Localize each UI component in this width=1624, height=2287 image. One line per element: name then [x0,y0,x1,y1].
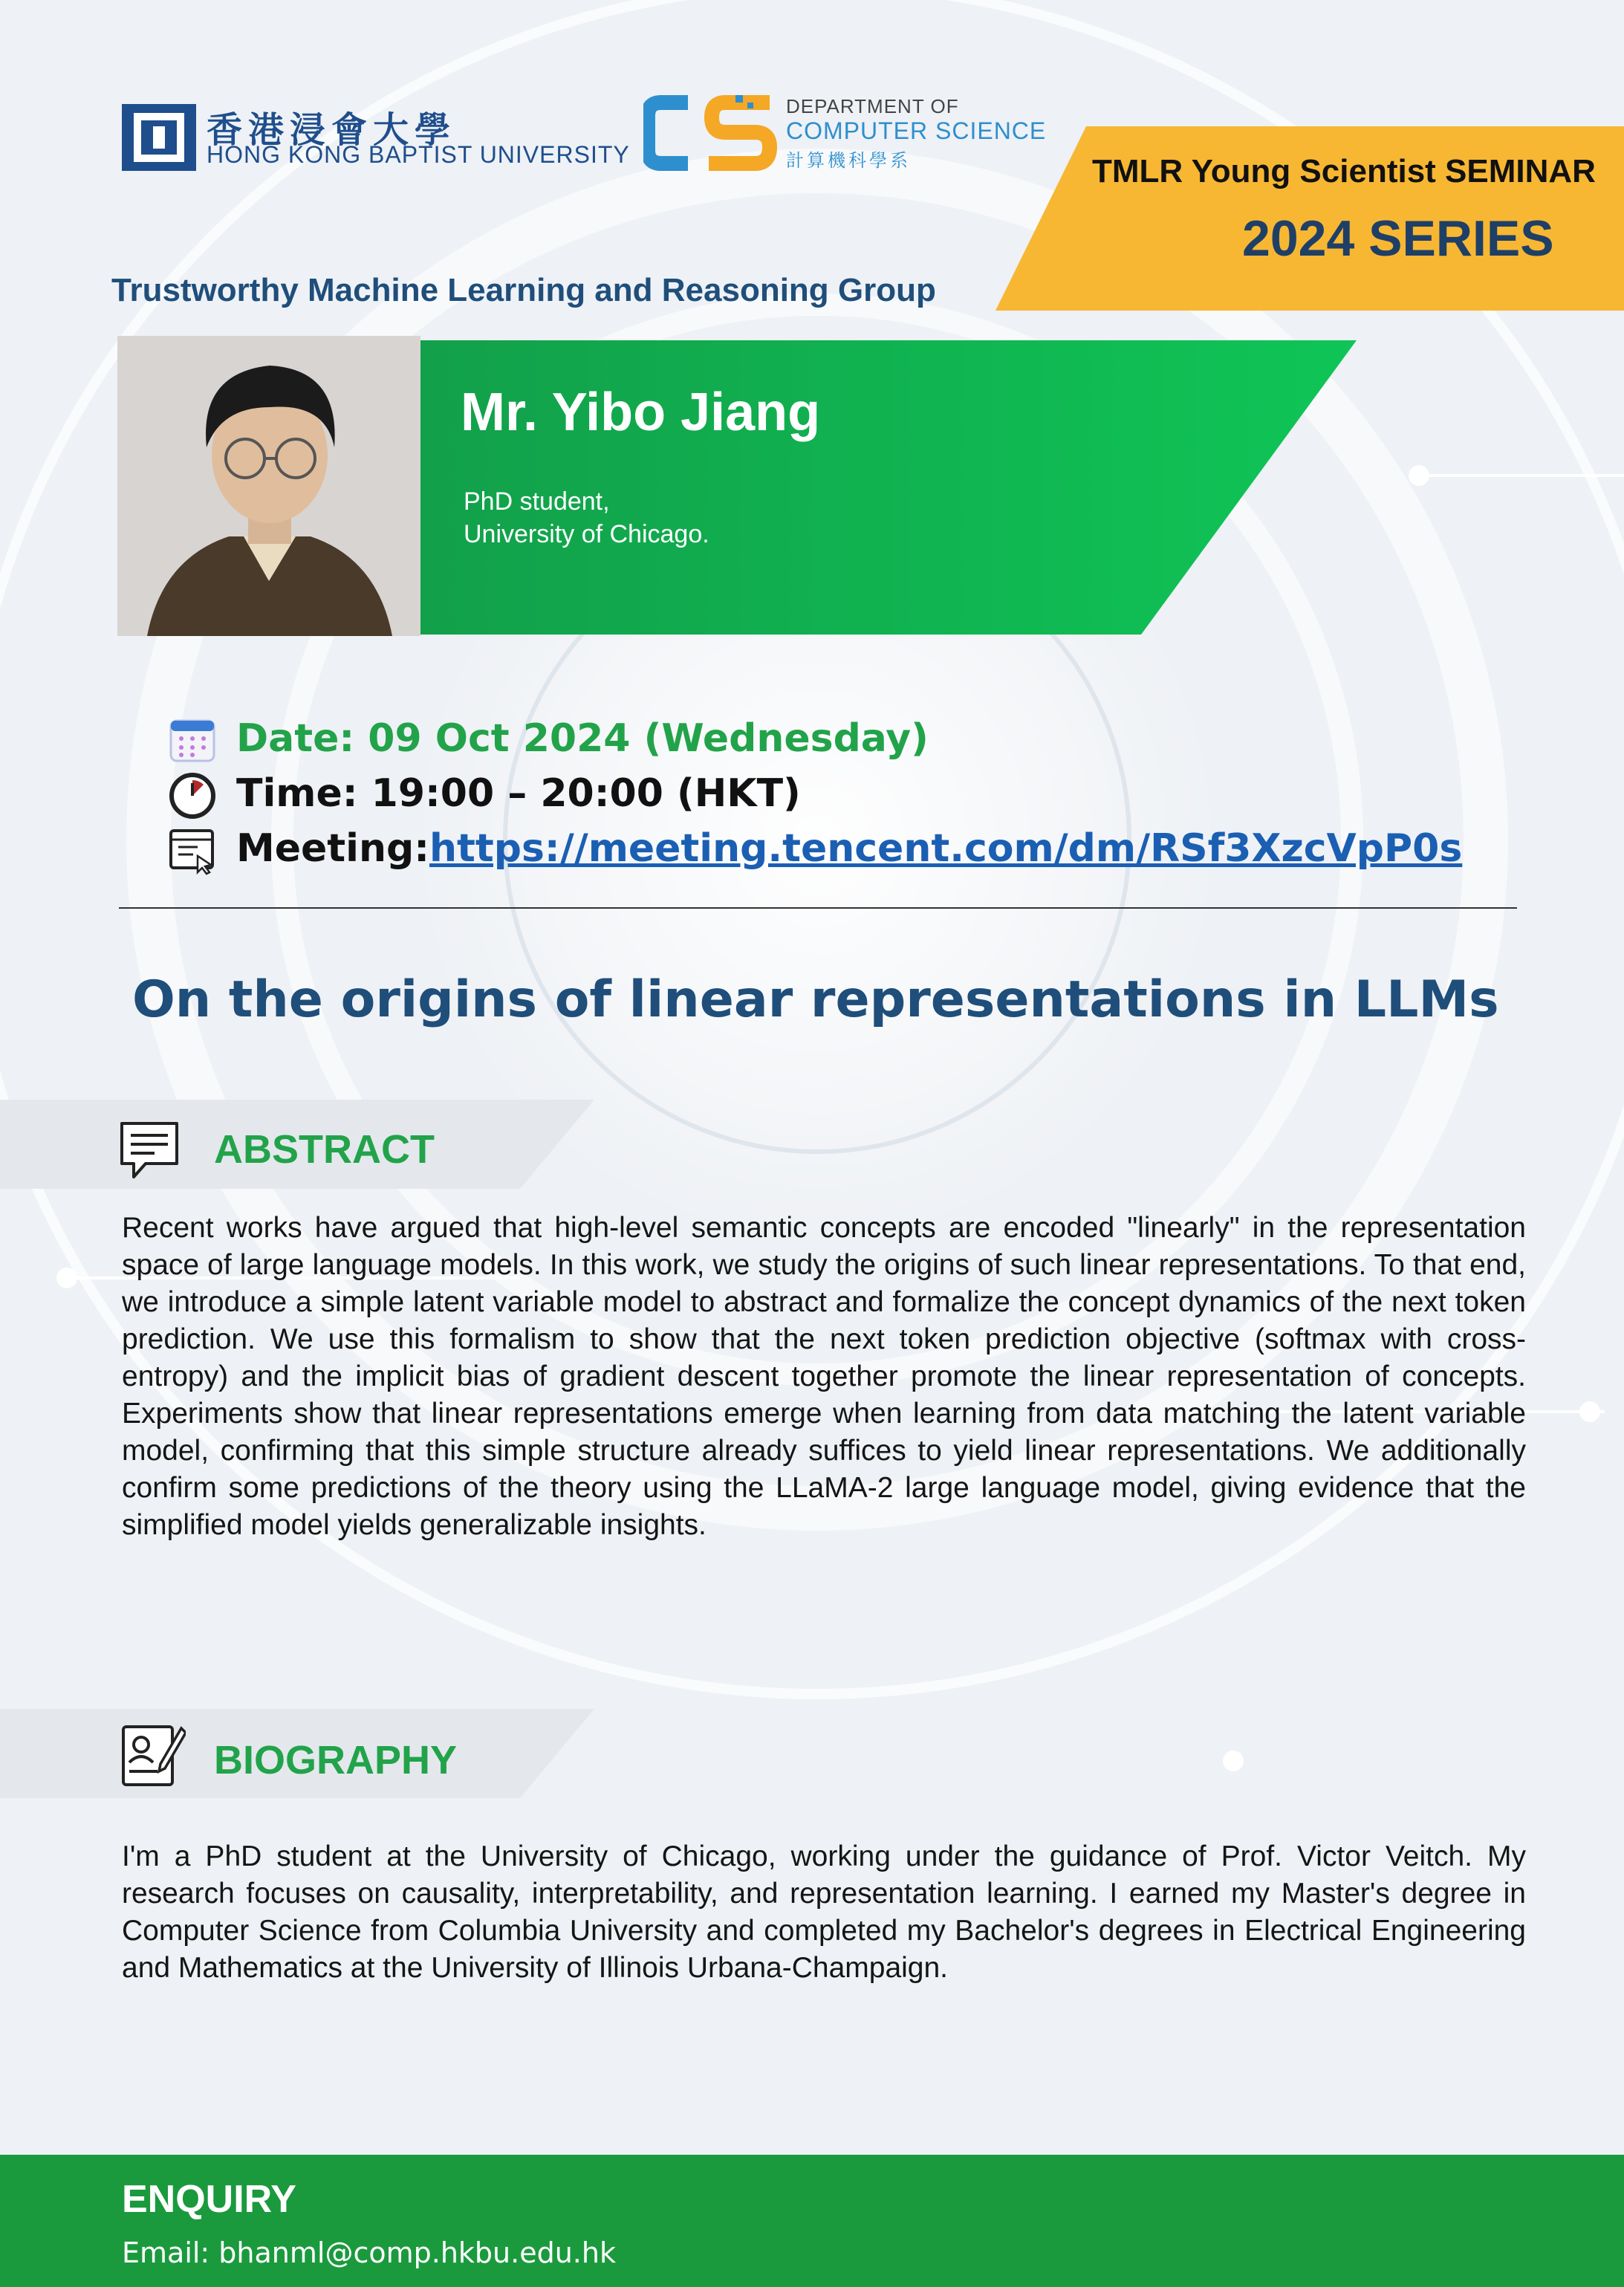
enquiry-email[interactable]: Email: bhanml@comp.hkbu.edu.hk [122,2236,616,2269]
biography-text: I'm a PhD student at the University of Chicago, working under the guidance of Prof. Victor Veitch. My research focuses on causality, interpretability, and representation learning. I earned my Master's degree in Computer Science from Columbia University and completed my Bachelor's degrees in Electrical Engineering and Mathematics at the University of Illinois Urbana-Champaign. [122,1840,1526,1984]
university-chinese-name: 香港浸會大學 [207,109,457,151]
meeting-link[interactable]: https://meeting.tencent.com/dm/RSf3XzcVpP0s [429,826,1463,871]
speech-bubble-icon [116,1117,183,1184]
meeting-icon [168,826,217,875]
speaker-name: Mr. Yibo Jiang [461,383,821,442]
meeting-label: Meeting: [236,826,429,871]
calendar-icon [168,715,217,764]
department-chinese: 計算機科學系 [786,150,911,171]
group-name: Trustworthy Machine Learning and Reasoning Group [111,272,936,308]
speaker-position: PhD student, [464,487,610,516]
divider [119,907,1517,909]
cs-department-logo [643,92,792,174]
speaker-affiliation: University of Chicago. [464,520,709,548]
event-time: Time: 19:00 – 20:00 (HKT) [236,771,801,816]
event-date: Date: 09 Oct 2024 (Wednesday) [236,716,929,761]
abstract-heading: ABSTRACT [214,1127,435,1172]
enquiry-heading: ENQUIRY [122,2178,296,2221]
series-title: TMLR Young Scientist SEMINAR [1092,153,1596,189]
department-line2: COMPUTER SCIENCE [786,117,1047,144]
abstract-text: Recent works have argued that high-level semantic concepts are encoded "linearly" in the representation space of large language models. In this work, we study the origins of such linear representations. To that end, we introduce a simple latent variable model to abstract and formalize the concept dynamics of the next token prediction. We use this formalism to show that the next token prediction objective (softmax with cross-entropy) and the implicit bias of gradient descent together promote the linear representation of concepts. Experiments show that linear representations emerge when learning from data matching the latent variable model, confirming that this simple structure already suffices to yield linear representations. We additionally confirm some predictions of the theory using the LLaMA-2 large language model, giving evidence that the simplified model yields generalizable insights. [122,1212,1526,1541]
series-year: 2024 SERIES [1242,210,1554,267]
speaker-photo [117,336,420,636]
clock-icon [168,771,217,820]
biography-icon [119,1722,186,1789]
university-english-name: HONG KONG BAPTIST UNIVERSITY [207,141,630,168]
biography-heading: BIOGRAPHY [214,1738,458,1782]
talk-title: On the origins of linear representations in LLMs [132,970,1499,1029]
department-line1: DEPARTMENT OF [786,95,959,117]
